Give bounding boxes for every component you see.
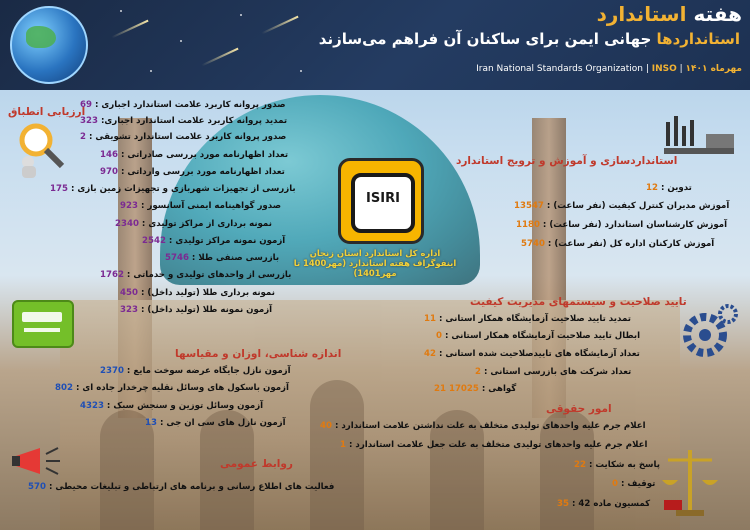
list-item: بازرسی از تجهیزات شهربازی و تجهیزات زمین بازی : 175 <box>50 184 296 194</box>
magnifier-person-icon <box>14 118 70 178</box>
list-item: آزمون نمونه طلا (تولید داخل) : 323 <box>120 305 273 315</box>
header-banner <box>0 0 750 90</box>
list-item: تمدید تایید صلاحیت آزمایشگاه همکار استانی : 11 <box>424 314 631 324</box>
section-title-conformity: ارزیابی انطباق <box>8 106 86 118</box>
list-item: آزمون باسکول های وسائل نقلیه چرخدار جاده ای : 802 <box>55 383 289 393</box>
list-item: کمسیون ماده 42 : 35 <box>557 499 651 509</box>
list-item: آموزش مدیران کنترل کیفیت (نفر ساعت) : 13547 <box>514 201 730 211</box>
list-item: نمونه برداری از مراکز تولیدی : 2340 <box>115 219 272 229</box>
list-item: آزمون نازل جایگاه عرضه سوخت مایع : 2370 <box>100 366 291 376</box>
section-title-public-relations: روابط عمومی <box>220 458 293 470</box>
list-item: تعداد اظهارنامه مورد بررسی صادراتی : 146 <box>100 150 289 160</box>
list-item: ابطال تایید صلاحیت آزمایشگاه همکار استانی : 0 <box>436 331 641 341</box>
list-item: اعلام جرم علیه واحدهای تولیدی متخلف به علت جعل علامت استاندارد : 1 <box>340 440 648 450</box>
gears-icon <box>670 300 740 370</box>
list-item: بازرسی صنفی طلا : 5746 <box>165 253 280 263</box>
section-title-accreditation: تایید صلاحیت و سیستمهای مدیریت کیفیت <box>470 296 687 308</box>
section-title-metrology: اندازه شناسی، اوزان و مقیاسها <box>175 348 342 360</box>
list-item: تمدید پروانه کاربرد علامت استاندارد اجباری: 323 <box>80 116 288 126</box>
list-item: آموزش کارکنان اداره کل (نفر ساعت) : 5740 <box>521 239 715 249</box>
list-item: آزمون وسائل توزین و سنجش سبک : 4323 <box>80 401 264 411</box>
list-item: تعداد اظهارنامه مورد بررسی وارداتی : 970 <box>100 167 285 177</box>
infographic-caption: اداره کل استاندارد استان زنجان اینفوگراف هفته استاندارد (مهر1400 تا مهر1401) <box>293 248 457 278</box>
scale-gauge-icon <box>12 300 74 348</box>
list-item: صدور پروانه کاربرد علامت استاندارد تشویقی : 2 <box>80 132 287 142</box>
list-item: گواهی : 17025 21 <box>434 384 517 394</box>
list-item: بازرسی از واحدهای تولیدی و خدماتی : 1762 <box>100 270 292 280</box>
header-org-line: Iran National Standards Organization | INSO | مهرماه ۱۴۰۱ <box>476 64 742 74</box>
list-item: آزمون نمونه مراکز تولیدی : 2542 <box>142 236 286 246</box>
isiri-logo: ISIRI <box>338 158 424 244</box>
list-item: تعداد آزمایشگاه های تاییدصلاحیت شده استانی : 42 <box>424 349 640 359</box>
scales-of-justice-icon <box>660 440 720 520</box>
list-item: صدور گواهینامه ایمنی آسانسور : 923 <box>120 201 282 211</box>
list-item: تدوین : 12 <box>646 183 692 193</box>
list-item: نمونه برداری طلا (تولید داخل) : 450 <box>120 288 275 298</box>
list-item: فعالیت های اطلاع رسانی و برنامه های ارتباطی و تبلیغات محیطی : 570 <box>28 482 335 492</box>
list-item: توقیف : 0 <box>612 479 656 489</box>
list-item: صدور پروانه کاربرد علامت استاندارد اجباری : 69 <box>80 100 286 110</box>
header-title: هفته استاندارد <box>596 2 742 26</box>
list-item: آموزش کارشناسان استاندارد (نفر ساعت) : 1180 <box>516 220 728 230</box>
list-item: اعلام جرم علیه واحدهای تولیدی متخلف به علت نداشتن علامت استاندارد : 40 <box>320 421 646 431</box>
megaphone-icon <box>10 446 62 476</box>
list-item: پاسخ به شکایت : 22 <box>574 460 660 470</box>
section-title-legal: امور حقوقی <box>546 403 612 415</box>
list-item: آزمون نازل های سی ان جی : 13 <box>145 418 286 428</box>
section-title-standardization: استانداردسازی و آموزش و ترویج استاندارد <box>456 155 678 167</box>
list-item: تعداد شرکت های بازرسی استانی : 2 <box>475 367 632 377</box>
header-subtitle: استانداردها جهانی ایمن برای ساکنان آن فراهم می‌سازند <box>318 30 740 48</box>
globe-icon <box>10 6 88 84</box>
